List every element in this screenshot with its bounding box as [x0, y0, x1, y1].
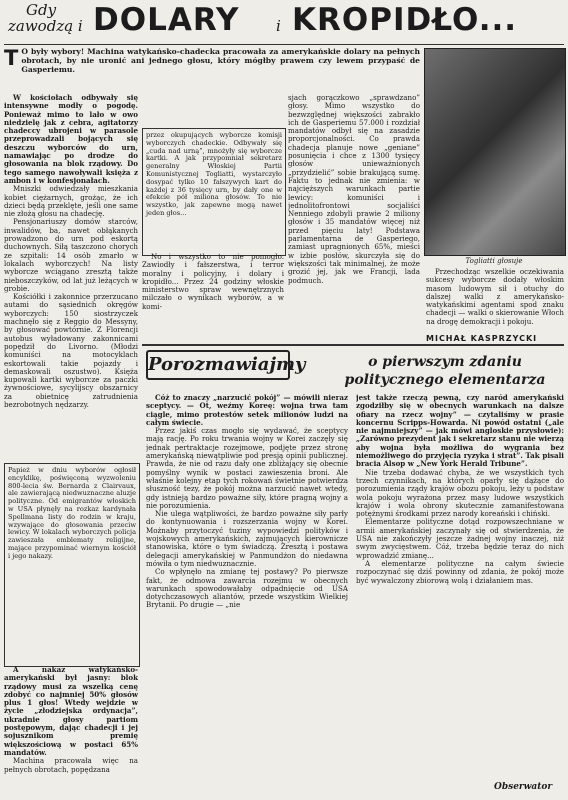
header-rule — [4, 44, 564, 45]
a2c2-paragraph: A elementarze polityczne na całym świecie rozpoczynać się dziś powinny od zdania, że pokój może być wywalczony zbiorową wolą i działaniem mas. — [356, 558, 564, 585]
article2-column-1 — [146, 394, 348, 796]
a2c1-paragraph: Przez jakiś czas mogło się wydawać, że sceptycy mają rację. Po roku trwania wojny w Korei zaczęły się jednak pertraktacje rozejmowe, podjęte przez stronę amerykańską niewątpliwie pod presją opinii publicznej. Prawda, że nie od razu dały one zbliżający się obecnie pomyślny wynik w postaci zawieszenia broni. Ale właśnie kolejny etap tych rokowań świetnie potwierdza słuszność tezy, że pokój można narzucić nawet wtedy, gdy istnieją bardzo poważne siły, które pragną wojny a nie porozumienia. — [146, 426, 348, 510]
col1-paragraph: Kościółki i zakonnice przerzucano autami do sąsiednich okręgów wyborczych: 150 siostrzyczek machnęło się z Reggio do Messyny, by głosować powtórnie. Z Florencji autobus wyładowany zakonnicami popędził do Livorno. (Młodzi komuniści na motocyklach eskortowali takie pojazdy i demaskowali oszustwo). Księża kupowali kartki wyborcze za paczki żywnościowe, sycylijscy obszarnicy za obietnicę zatrudnienia bezrobotnych nędzarzy. — [4, 292, 138, 409]
a2c1-paragraph: Co wpłynęło na zmianę tej postawy? Po pierwsze fakt, że odmowa zawarcia rozejmu w obecnych warunkach spowodowałaby odpadnięcie od USA dotychczasowych aliantów, przede wszystkim Wielkiej Brytanii. Po drugie — „nie — [146, 567, 348, 610]
article1-column-left-bottom — [4, 666, 138, 796]
a2c2-paragraph: jest także rzeczą pewną, czy naród amerykański zgodziłby się w obecnych warunkach na dalsze ofiary na rzecz wojny” — czytaliśmy w prasie koncernu Scripps-Howarda. Ni powód ostatni („ale nie najmniejszy” — jak mówi angloskie przysłowie): „Zarówno prezydent jak i sekretarz stanu nie wierzą aby wojna była możliwa do wygrania bez niemożliwego do przyjęcia ryzyka i strat”. Tak pisali bracia Alsop w „New York Herald Tribune”. — [356, 394, 564, 469]
col1b-paragraph: A nakaz watykańsko-amerykański był jasny: blok rządowy musi za wszelką cenę zdobyć co najmniej 50% głosów plus 1 głos! Wtedy wejdzie w życie „złodziejska ordynacja”, ukradnie głosy partiom postępowym, dając chadecji i jej sojusznikom premię większościową w postaci 65% mandatów. — [4, 666, 138, 757]
porozmawiajmy-badge: Porozmawiajmy — [146, 350, 290, 380]
article1-column-left — [4, 94, 138, 460]
col1-paragraph: W kościołach odbywały się intensywne modły o pogodę. Ponieważ mimo to lało w owo niedzielę jak z cebra, agitatorzy chadeccy ubrojeni w parasole przeprowadzali bojących się deszczu wyborców do urn, namawiając po drodze do głosowania na blok rządowy. Do tego samego nawoływali księża z ambon i w konfesjonałach. — [4, 94, 138, 185]
col4-paragraph: Przechodząc wszelkie oczekiwania sukcesy wyborcze dodały włoskim masom ludowym sił i otuchy do dalszej walki z amerykańsko-watykańskimi agentami spod znaku chadecji — walki o skierowanie Włoch na drogę demokracji i pokoju. — [426, 268, 564, 326]
photo-togliatti — [424, 48, 566, 256]
col1-paragraph: Mniszki odwiedzały mieszkania kobiet ciężarnych, grożąc, że ich dzieci będą przeklęte, jeśli one same nie złożą głosu na chadecję. — [4, 184, 138, 219]
article2-signature: Obserwator — [494, 782, 553, 792]
dropcap: T — [4, 48, 19, 70]
article1-column-2 — [142, 253, 284, 339]
headline-connector: i — [276, 17, 281, 35]
lead-text: O były wybory! Machina watykańsko-chadecka pracowała za amerykańskie dolary na pełnych obrotach, by nie uronić ani jednego głosu, który mógłby prawem czy lewem przypaść de Gasperiemu. — [21, 48, 420, 74]
headline-dolary: DOLARY — [93, 2, 240, 38]
article1-lead — [4, 48, 420, 93]
a2c1-paragraph: Cóż to znaczy „narzucić pokój” — mówili nieraz sceptycy. — Ot, weźmy Koreę: wojna trwa tam ciągle, mimo protestów setek milionów ludzi na całym świecie. — [146, 394, 348, 427]
fraud-note-box: przez okupujących wyborcze komisji wyborczych chadeckie. Odbywały się „cuda nad urną”, mnożyły się wyborcze kartki. A jak przypomniał sekretarz generalny Włoskiej Partii Komunistycznej Togliatti, wystarczyło dosypać tylko 10 fałszywych kart do każdej z 36 tysięcy urn, by dały one w efekcie pół miliona głosów. To nie wszystko, jak zapewne mogą nawet jeden głos... — [142, 128, 286, 256]
article2-column-2 — [356, 394, 564, 780]
photo-caption: Togliatti głosuje — [465, 257, 523, 265]
col2-paragraph: No i wszystko to nie pomogło. Zawiodły i fałszerstwa, i terror moralny i policyjny, i dolary i kropidło... Przez 24 godziny włoskie ministerstwo spraw wewnętrznych milczało o wynikach wyborów, a w komi- — [142, 253, 284, 311]
article2-title-1: o pierwszym zdaniu — [368, 354, 522, 370]
pope-note-box: Papież w dniu wyborów ogłosił encyklikę, poświęconą wyzwoleniu 800-lecia św. Bernarda z Clairvaux, ale zawierającą niedwuznaczne aluzje polityczne. Od emigrantów włoskich w USA płynęły na rozkaz kardynała Spellmana listy do rodzin w kraju, wzywające do głosowania przeciw lewicy. W lokalach wyborczych policja zawieszała emblematy religijne, mające przypominać wiernym kościół i jego nakazy. — [4, 463, 140, 667]
headline-kicker-2: zawodzą i — [8, 17, 83, 35]
col3-paragraph: sjach gorączkowo „sprawdzano” głosy. Mimo wszystko do bezwzględnej większości zabrakło ich de Gasperiemu 57.000 i rozdział mandatów odbył się na zasadzie proporcjonalności. Co prawda chadecja planuje nowe „geniane” posunięcia i chce z 1300 tysięcy głosów unieważnionych „przydzielić” sobie brakującą sumę. Faktu to jednak nie zmienia: w najcięższych warunkach partie lewicy: komuniści i jednolitofrontowi socjaliści Nenniego zdobyli prawie 2 miliony głosów i 35 mandatów więcej niż przed pięciu laty! Podstawa parlamentarna de Gasperiego, zamiast upragnionych 65%, mieści w izbie posłów, skurczyła się do większości tak minimalnej, że może grozić jej, jak we Francji, lada podmuch. — [288, 94, 420, 285]
article1-column-3 — [288, 94, 420, 340]
col1-paragraph: Pensjonariuszy domów starców, inwalidów, ba, nawet obłąkanych prowadzono do urn pod eskortą duchownych. Siłą taszczono chorych ze szpitali: 14 osób zmarło w lokalach wyborczych! Na listy wyborcze wciągano zresztą także nieboszczyków, od lat już leżących w grobie. — [4, 217, 138, 293]
article2-title-2: politycznego elementarza — [344, 372, 546, 388]
a2c2-paragraph: Elementarze polityczne dotąd rozpowszechniane w armii amerykańskiej zaczynały się od stwierdzenia, że USA nie zakończyły jeszcze żadnej wojny inaczej, niż swym zwycięstwem. Cóż, trzeba będzie teraz do nich wprowadzić zmianę... — [356, 517, 564, 560]
section-divider — [142, 344, 564, 346]
article1-signature: MICHAŁ KASPRZYCKI — [426, 334, 538, 343]
article1-column-4 — [426, 268, 564, 332]
a2c1-paragraph: Nie ulega wątpliwości, że bardzo poważne siły parły do kontynuowania i rozszerzania wojny w Korei. Możnaby przytoczyć tuziny wypowiedzi polityków i wojskowych amerykańskich, zajmujących kierownicze stanowiska, które o tym świadczą. Zresztą i postawa delegacji amerykańskiej w Panmundżon do niedawna mówiła o tym niedwuznacznie. — [146, 509, 348, 568]
a2c2-paragraph: Nie trzeba dodawać chyba, że we wszystkich tych trzech czynnikach, na których oparły się dążące do porozumienia rządy krajów obozu pokoju, leży u podstaw wola pokoju wyrażona przez masy ludowe wszystkich krajów i wola obrony skutecznie zamanifestowana potężnymi środkami przez narody koreański i chiński. — [356, 467, 564, 519]
headline-kicker-1: Gdy — [26, 1, 57, 19]
headline-kropidlo: KROPIDŁO... — [292, 2, 518, 38]
col1b-paragraph: Machina pracowała więc na pełnych obrotach, popędzana — [4, 756, 138, 774]
